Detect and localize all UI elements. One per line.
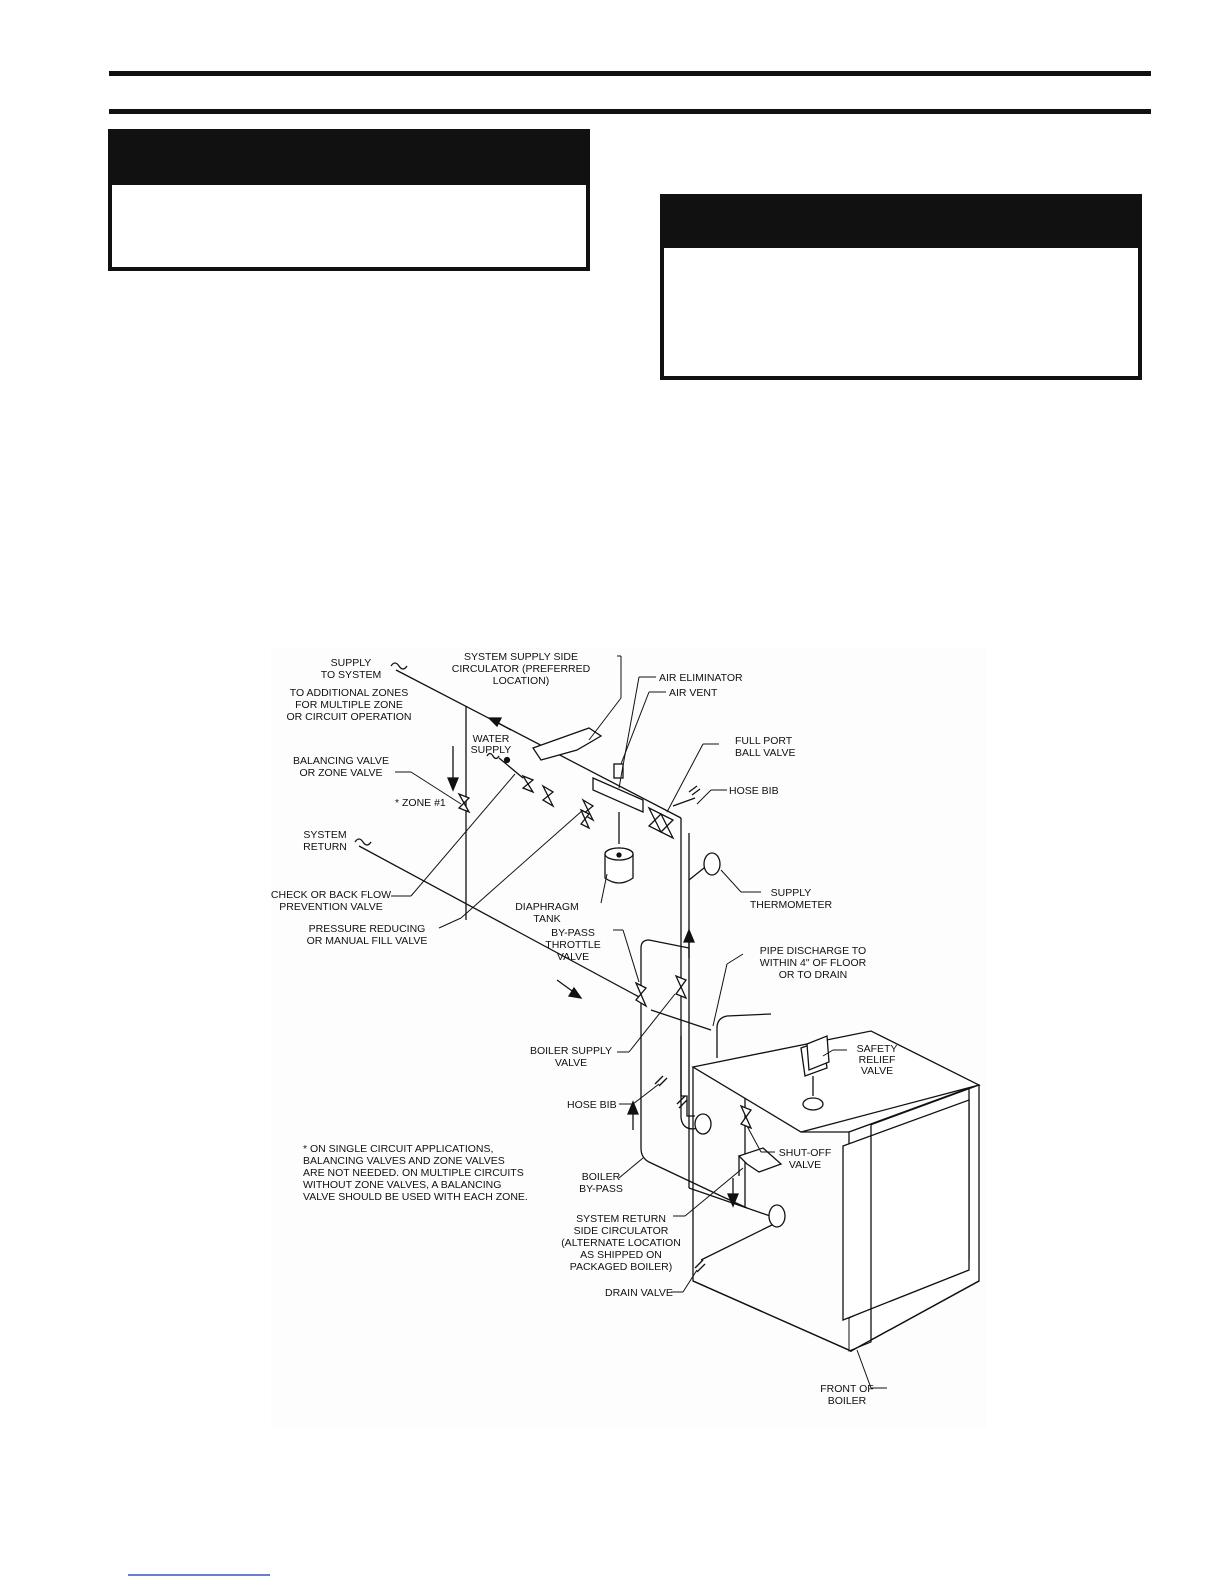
notice-box-left-header bbox=[112, 133, 586, 185]
svg-text:OR TO DRAIN: OR TO DRAIN bbox=[778, 969, 848, 981]
relief-discharge-pipe bbox=[717, 1014, 771, 1058]
label-boiler-bypass: BOILER bbox=[581, 1171, 621, 1183]
svg-text:AS SHIPPED ON: AS SHIPPED ON bbox=[580, 1249, 662, 1261]
label-air-eliminator: AIR ELIMINATOR bbox=[659, 672, 743, 684]
label-check-valve: CHECK OR BACK FLOW bbox=[271, 889, 392, 901]
svg-text:WITHOUT ZONE VALVES, A BALANCI: WITHOUT ZONE VALVES, A BALANCING bbox=[303, 1179, 502, 1191]
svg-text:RETURN: RETURN bbox=[303, 841, 347, 853]
thermometer-shape bbox=[704, 853, 720, 875]
label-hose-bib-mid: HOSE BIB bbox=[567, 1099, 617, 1111]
svg-text:SIDE CIRCULATOR: SIDE CIRCULATOR bbox=[573, 1225, 669, 1237]
return-pipe-end bbox=[355, 839, 371, 845]
svg-text:PREVENTION VALVE: PREVENTION VALVE bbox=[279, 901, 383, 913]
supply-circulator-shape bbox=[533, 728, 601, 760]
label-drain-valve: DRAIN VALVE bbox=[605, 1287, 673, 1299]
boiler-cabinet bbox=[693, 1031, 979, 1351]
label-supply-thermometer: SUPPLY bbox=[770, 887, 812, 899]
diagram-labels bbox=[271, 651, 897, 1407]
label-air-vent: AIR VENT bbox=[669, 687, 718, 699]
svg-text:LOCATION): LOCATION) bbox=[492, 675, 550, 687]
bottom-link-underline bbox=[128, 1574, 270, 1576]
label-system-return: SYSTEM bbox=[303, 829, 347, 841]
label-water-supply: WATER bbox=[472, 733, 510, 745]
label-diaphragm-tank: DIAPHRAGM bbox=[515, 901, 579, 913]
piping-diagram-svg bbox=[271, 648, 987, 1428]
supply-pipe-end bbox=[391, 663, 407, 669]
label-shut-off-valve: SHUT-OFF bbox=[778, 1147, 832, 1159]
svg-text:BY-PASS: BY-PASS bbox=[579, 1183, 623, 1195]
label-balancing-valve: BALANCING VALVE bbox=[293, 755, 389, 767]
supply-main-pipe bbox=[396, 670, 681, 818]
label-safety-relief: SAFETY bbox=[856, 1043, 898, 1055]
label-pressure-reducing: PRESSURE REDUCING bbox=[308, 923, 426, 935]
svg-text:VALVE: VALVE bbox=[860, 1065, 894, 1077]
svg-text:THERMOMETER: THERMOMETER bbox=[749, 899, 833, 911]
label-front-of-boiler: FRONT OF bbox=[820, 1383, 874, 1395]
svg-text:VALVE SHOULD BE USED WITH EACH: VALVE SHOULD BE USED WITH EACH ZONE. bbox=[303, 1191, 528, 1203]
svg-text:VALVE: VALVE bbox=[554, 1057, 588, 1069]
header-rule-top bbox=[109, 71, 1151, 76]
label-hose-bib-top: HOSE BIB bbox=[729, 785, 779, 797]
label-supply-circulator: SYSTEM SUPPLY SIDE bbox=[464, 651, 578, 663]
label-pipe-discharge: PIPE DISCHARGE TO bbox=[759, 945, 867, 957]
label-return-circulator: SYSTEM RETURN bbox=[576, 1213, 666, 1225]
svg-text:VALVE: VALVE bbox=[788, 1159, 822, 1171]
svg-text:OR CIRCUIT OPERATION: OR CIRCUIT OPERATION bbox=[286, 711, 412, 723]
svg-text:FOR MULTIPLE ZONE: FOR MULTIPLE ZONE bbox=[295, 699, 403, 711]
svg-text:BALL VALVE: BALL VALVE bbox=[735, 747, 796, 759]
flow-arrows bbox=[448, 718, 738, 1206]
svg-text:ARE NOT NEEDED. ON MULTIPLE CI: ARE NOT NEEDED. ON MULTIPLE CIRCUITS bbox=[303, 1167, 524, 1179]
svg-text:RELIEF: RELIEF bbox=[858, 1054, 896, 1066]
piping-diagram bbox=[271, 648, 987, 1428]
svg-text:OR MANUAL FILL VALVE: OR MANUAL FILL VALVE bbox=[306, 935, 428, 947]
svg-text:TO SYSTEM: TO SYSTEM bbox=[320, 669, 382, 681]
svg-text:CIRCULATOR (PREFERRED: CIRCULATOR (PREFERRED bbox=[451, 663, 591, 675]
label-bypass-throttle: BY-PASS bbox=[551, 927, 595, 939]
notice-box-right bbox=[660, 194, 1142, 380]
label-zone-1: * ZONE #1 bbox=[395, 797, 446, 809]
svg-text:(ALTERNATE LOCATION: (ALTERNATE LOCATION bbox=[561, 1237, 681, 1249]
svg-text:WITHIN 4" OF FLOOR: WITHIN 4" OF FLOOR bbox=[759, 957, 867, 969]
diaphragm-tank-shape bbox=[605, 812, 633, 883]
svg-text:VALVE: VALVE bbox=[556, 951, 590, 963]
notice-box-right-header bbox=[664, 198, 1138, 248]
svg-text:SUPPLY: SUPPLY bbox=[470, 744, 512, 756]
return-main-pipe bbox=[359, 846, 641, 998]
svg-text:PACKAGED BOILER): PACKAGED BOILER) bbox=[569, 1261, 673, 1273]
svg-text:BALANCING VALVES AND ZONE VALV: BALANCING VALVES AND ZONE VALVES bbox=[303, 1155, 505, 1167]
notice-box-left bbox=[108, 129, 590, 271]
svg-text:OR ZONE VALVE: OR ZONE VALVE bbox=[299, 767, 383, 779]
svg-text:TANK: TANK bbox=[533, 913, 561, 925]
label-additional-zones: TO ADDITIONAL ZONES bbox=[289, 687, 409, 699]
label-boiler-supply-valve: BOILER SUPPLY bbox=[529, 1045, 613, 1057]
header-rule-bottom bbox=[109, 109, 1151, 114]
label-note: * ON SINGLE CIRCUIT APPLICATIONS, bbox=[303, 1143, 494, 1155]
svg-text:THROTTLE: THROTTLE bbox=[545, 939, 601, 951]
label-supply-to-system: SUPPLY bbox=[330, 657, 372, 669]
svg-text:BOILER: BOILER bbox=[827, 1395, 867, 1407]
label-full-port-ball-valve: FULL PORT bbox=[735, 735, 793, 747]
